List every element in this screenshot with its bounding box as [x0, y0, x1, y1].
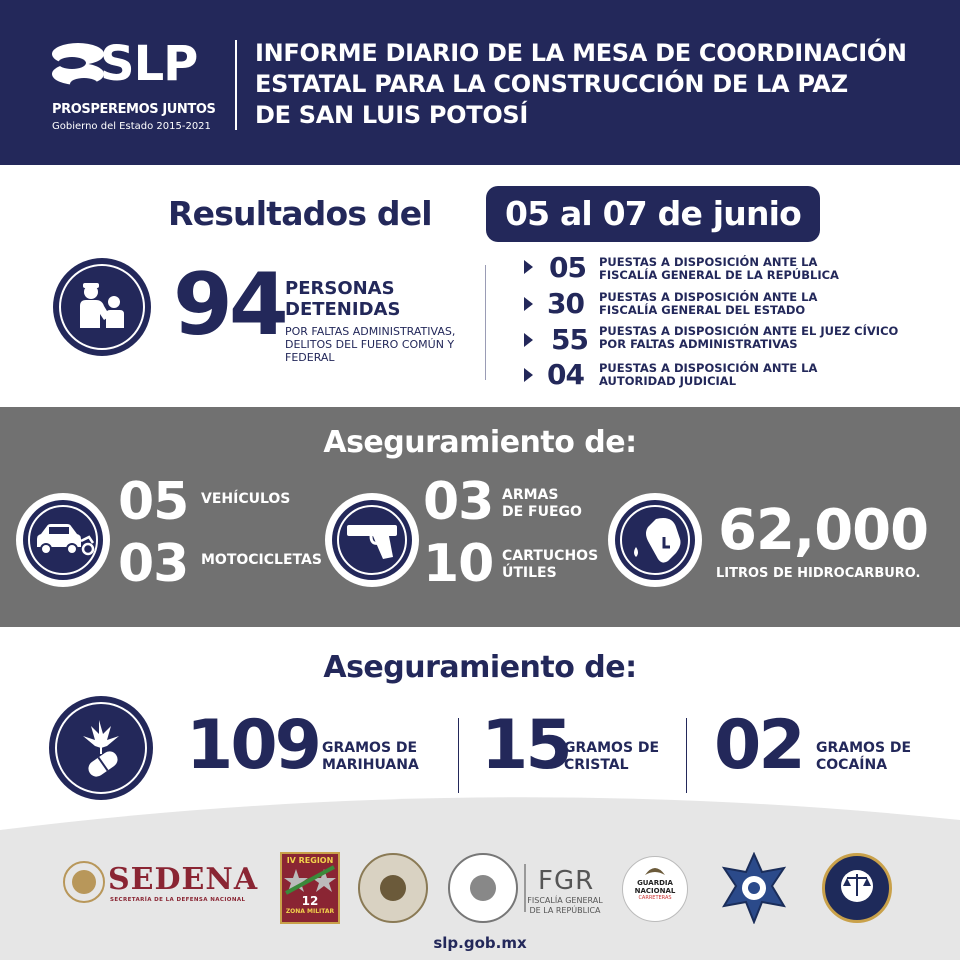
title-line: INFORME DIARIO DE LA MESA DE COORDINACIÓN: [255, 39, 907, 67]
gn-line: NACIONAL: [634, 887, 676, 895]
region-number: 12: [301, 894, 319, 908]
detained-desc-line: POR FALTAS ADMINISTRATIVAS,: [285, 325, 456, 338]
fgr-subtitle: [527, 896, 603, 916]
fgr-sub-line: DE LA REPÚBLICA: [529, 906, 601, 915]
fuel-label: LITROS DE HIDROCARBURO.: [716, 566, 921, 581]
mexico-eagle-seal-icon: [62, 860, 106, 904]
scales-of-justice-icon: [825, 856, 889, 920]
puesta-text: [599, 325, 919, 351]
drugs-divider: [458, 718, 459, 793]
cartridges-label: [502, 548, 598, 582]
motorcycles-count: 03: [118, 534, 189, 594]
cartridges-label-line: ÚTILES: [502, 565, 557, 581]
puesta-line: FISCALÍA GENERAL DEL ESTADO: [599, 303, 806, 317]
car-motorcycle-icon: [33, 523, 95, 559]
header-banner: [0, 0, 960, 165]
drugs-title: Aseguramiento de:: [323, 650, 637, 685]
firearms-label-line: ARMAS: [502, 487, 559, 503]
sedena-logo: SEDENA: [108, 862, 259, 897]
detained-title-line: DETENIDAS: [285, 299, 401, 320]
region-top-text: IV REGION: [286, 856, 334, 865]
crystal-label: [564, 740, 659, 774]
crystal-amount: 15: [481, 706, 570, 785]
motorcycles-label: MOTOCICLETAS: [201, 552, 322, 568]
detained-desc-line: DELITOS DEL FUERO COMÚN Y: [285, 338, 455, 351]
date-range-badge: 05 al 07 de junio: [486, 186, 820, 242]
military-zone-badge: [280, 852, 340, 924]
fuel-amount: 62,000: [718, 498, 929, 563]
drug-label-line: GRAMOS DE: [322, 740, 418, 756]
guardia-nacional-seal-icon: [358, 853, 428, 923]
drug-label-line: MARIHUANA: [322, 757, 419, 773]
drug-label-line: GRAMOS DE: [816, 740, 912, 756]
puesta-line: PUESTAS A DISPOSICIÓN ANTE LA: [599, 255, 818, 269]
puesta-line: AUTORIDAD JUDICIAL: [599, 374, 737, 388]
firearms-label-line: DE FUEGO: [502, 504, 582, 520]
fuel-nozzle-icon: [626, 513, 686, 569]
seizures-title: Aseguramiento de:: [323, 425, 637, 460]
puesta-line: FISCALÍA GENERAL DE LA REPÚBLICA: [599, 268, 839, 282]
detained-count: 94: [173, 255, 285, 355]
results-divider: [485, 265, 486, 380]
eagle-icon: [643, 863, 667, 879]
puesta-line: PUESTAS A DISPOSICIÓN ANTE EL JUEZ CÍVICO: [599, 324, 899, 338]
detained-icon-circle: [53, 258, 151, 356]
drug-label-line: CRISTAL: [564, 757, 629, 773]
logo-tagline: PROSPEREMOS JUNTOS: [52, 102, 216, 117]
detained-title-line: PERSONAS: [285, 278, 395, 299]
marijuana-label: [322, 740, 419, 774]
vehicles-label: VEHÍCULOS: [201, 491, 291, 507]
puesta-count: 04: [547, 358, 584, 391]
arrest-icon: [74, 280, 130, 334]
arrow-right-icon: [524, 297, 533, 311]
fuel-icon-circle: [608, 493, 702, 587]
cannabis-pill-icon: [73, 718, 131, 778]
vehicles-count: 05: [118, 472, 189, 532]
title-line: ESTATAL PARA LA CONSTRUCCIÓN DE LA PAZ: [255, 70, 848, 98]
report-title: [255, 38, 945, 131]
marijuana-amount: 109: [186, 706, 319, 785]
puesta-text: [599, 256, 919, 282]
police-star-badge-icon: [718, 852, 790, 924]
puesta-line: POR FALTAS ADMINISTRATIVAS: [599, 337, 798, 351]
guardia-nacional-carreteras-logo: [622, 856, 688, 922]
arrow-right-icon: [524, 260, 533, 274]
detained-description: [285, 325, 475, 364]
drugs-icon-circle: [49, 696, 153, 800]
cartridges-count: 10: [423, 534, 494, 594]
puesta-line: PUESTAS A DISPOSICIÓN ANTE LA: [599, 361, 818, 375]
detained-title: [285, 278, 400, 320]
title-line: DE SAN LUIS POTOSÍ: [255, 101, 529, 129]
firearms-count: 03: [423, 472, 494, 532]
slp-logo-icon: [50, 40, 106, 100]
fgr-sub-line: FISCALÍA GENERAL: [527, 896, 603, 905]
logo-subtitle: Gobierno del Estado 2015-2021: [52, 121, 211, 132]
gun-icon: [345, 521, 401, 561]
gn-line: GUARDIA: [637, 879, 673, 887]
cartridges-label-line: CARTUCHOS: [502, 548, 599, 564]
arrow-right-icon: [524, 333, 533, 347]
website-url[interactable]: slp.gob.mx: [433, 934, 527, 952]
puesta-count: 30: [547, 287, 584, 320]
sedena-subtitle: SECRETARÍA DE LA DEFENSA NACIONAL: [110, 897, 246, 903]
gn-line: CARRETERAS: [638, 895, 672, 901]
fiscalia-estado-seal-icon: [822, 853, 892, 923]
firearm-icon-circle: [325, 493, 419, 587]
cocaine-amount: 02: [714, 706, 803, 785]
fgr-logo: FGR: [538, 866, 595, 896]
drug-label-line: COCAÍNA: [816, 757, 888, 773]
cocaine-label: [816, 740, 911, 774]
puesta-line: PUESTAS A DISPOSICIÓN ANTE LA: [599, 290, 818, 304]
detained-desc-line: FEDERAL: [285, 351, 335, 364]
drugs-divider: [686, 718, 687, 793]
arrow-right-icon: [524, 368, 533, 382]
puesta-count: 55: [551, 323, 588, 356]
region-bottom-text: ZONA MILITAR: [285, 908, 335, 915]
fgr-divider: [524, 864, 526, 912]
puesta-text: [599, 291, 919, 317]
puesta-text: [599, 362, 919, 388]
stars-icon: [282, 865, 338, 895]
mexico-shield-seal-icon: [448, 853, 518, 923]
header-divider: [235, 40, 237, 130]
drug-label-line: GRAMOS DE: [564, 740, 660, 756]
logo-name: SLP: [100, 36, 198, 92]
results-label: Resultados del: [168, 194, 432, 233]
vehicle-icon-circle: [16, 493, 110, 587]
firearms-label: [502, 487, 582, 521]
puesta-count: 05: [549, 251, 586, 284]
